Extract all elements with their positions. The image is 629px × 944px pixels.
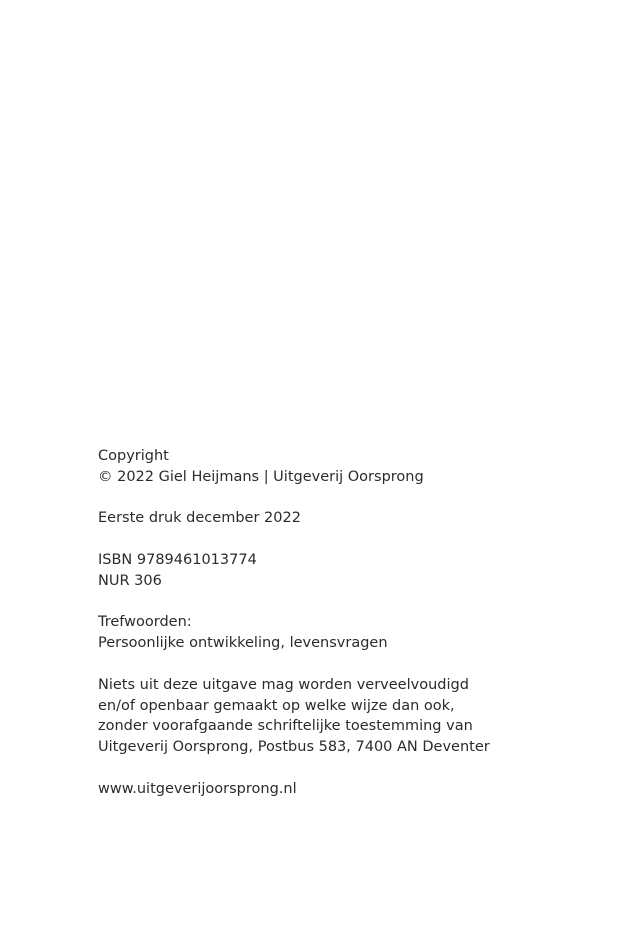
copyright-line: © 2022 Giel Heijmans | Uitgeverij Oorsprong: [98, 468, 424, 485]
edition-block: [98, 508, 598, 529]
keywords-heading: Trefwoorden:: [98, 614, 192, 631]
nur-line: NUR 306: [98, 572, 162, 589]
identifiers-block: [98, 550, 598, 592]
rights-line: zonder voorafgaande schriftelijke toestemming van: [98, 718, 473, 735]
copyright-heading: Copyright: [98, 448, 169, 464]
copyright-block: [98, 446, 598, 488]
keywords-block: [98, 612, 598, 654]
rights-line: Uitgeverij Oorsprong, Postbus 583, 7400 AN Deventer: [98, 739, 490, 756]
edition-line: Eerste druk december 2022: [98, 510, 301, 527]
rights-line: Niets uit deze uitgave mag worden verveelvoudigd: [98, 676, 469, 693]
isbn-line: ISBN 9789461013774: [98, 551, 257, 568]
website-link[interactable]: www.uitgeverijoorsprong.nl: [98, 780, 297, 797]
rights-block: [98, 675, 598, 758]
keywords-line: Persoonlijke ontwikkeling, levensvragen: [98, 635, 388, 652]
website-block: [98, 779, 598, 800]
colophon-text: [98, 446, 598, 800]
rights-line: en/of openbaar gemaakt op welke wijze dan ook,: [98, 697, 455, 714]
